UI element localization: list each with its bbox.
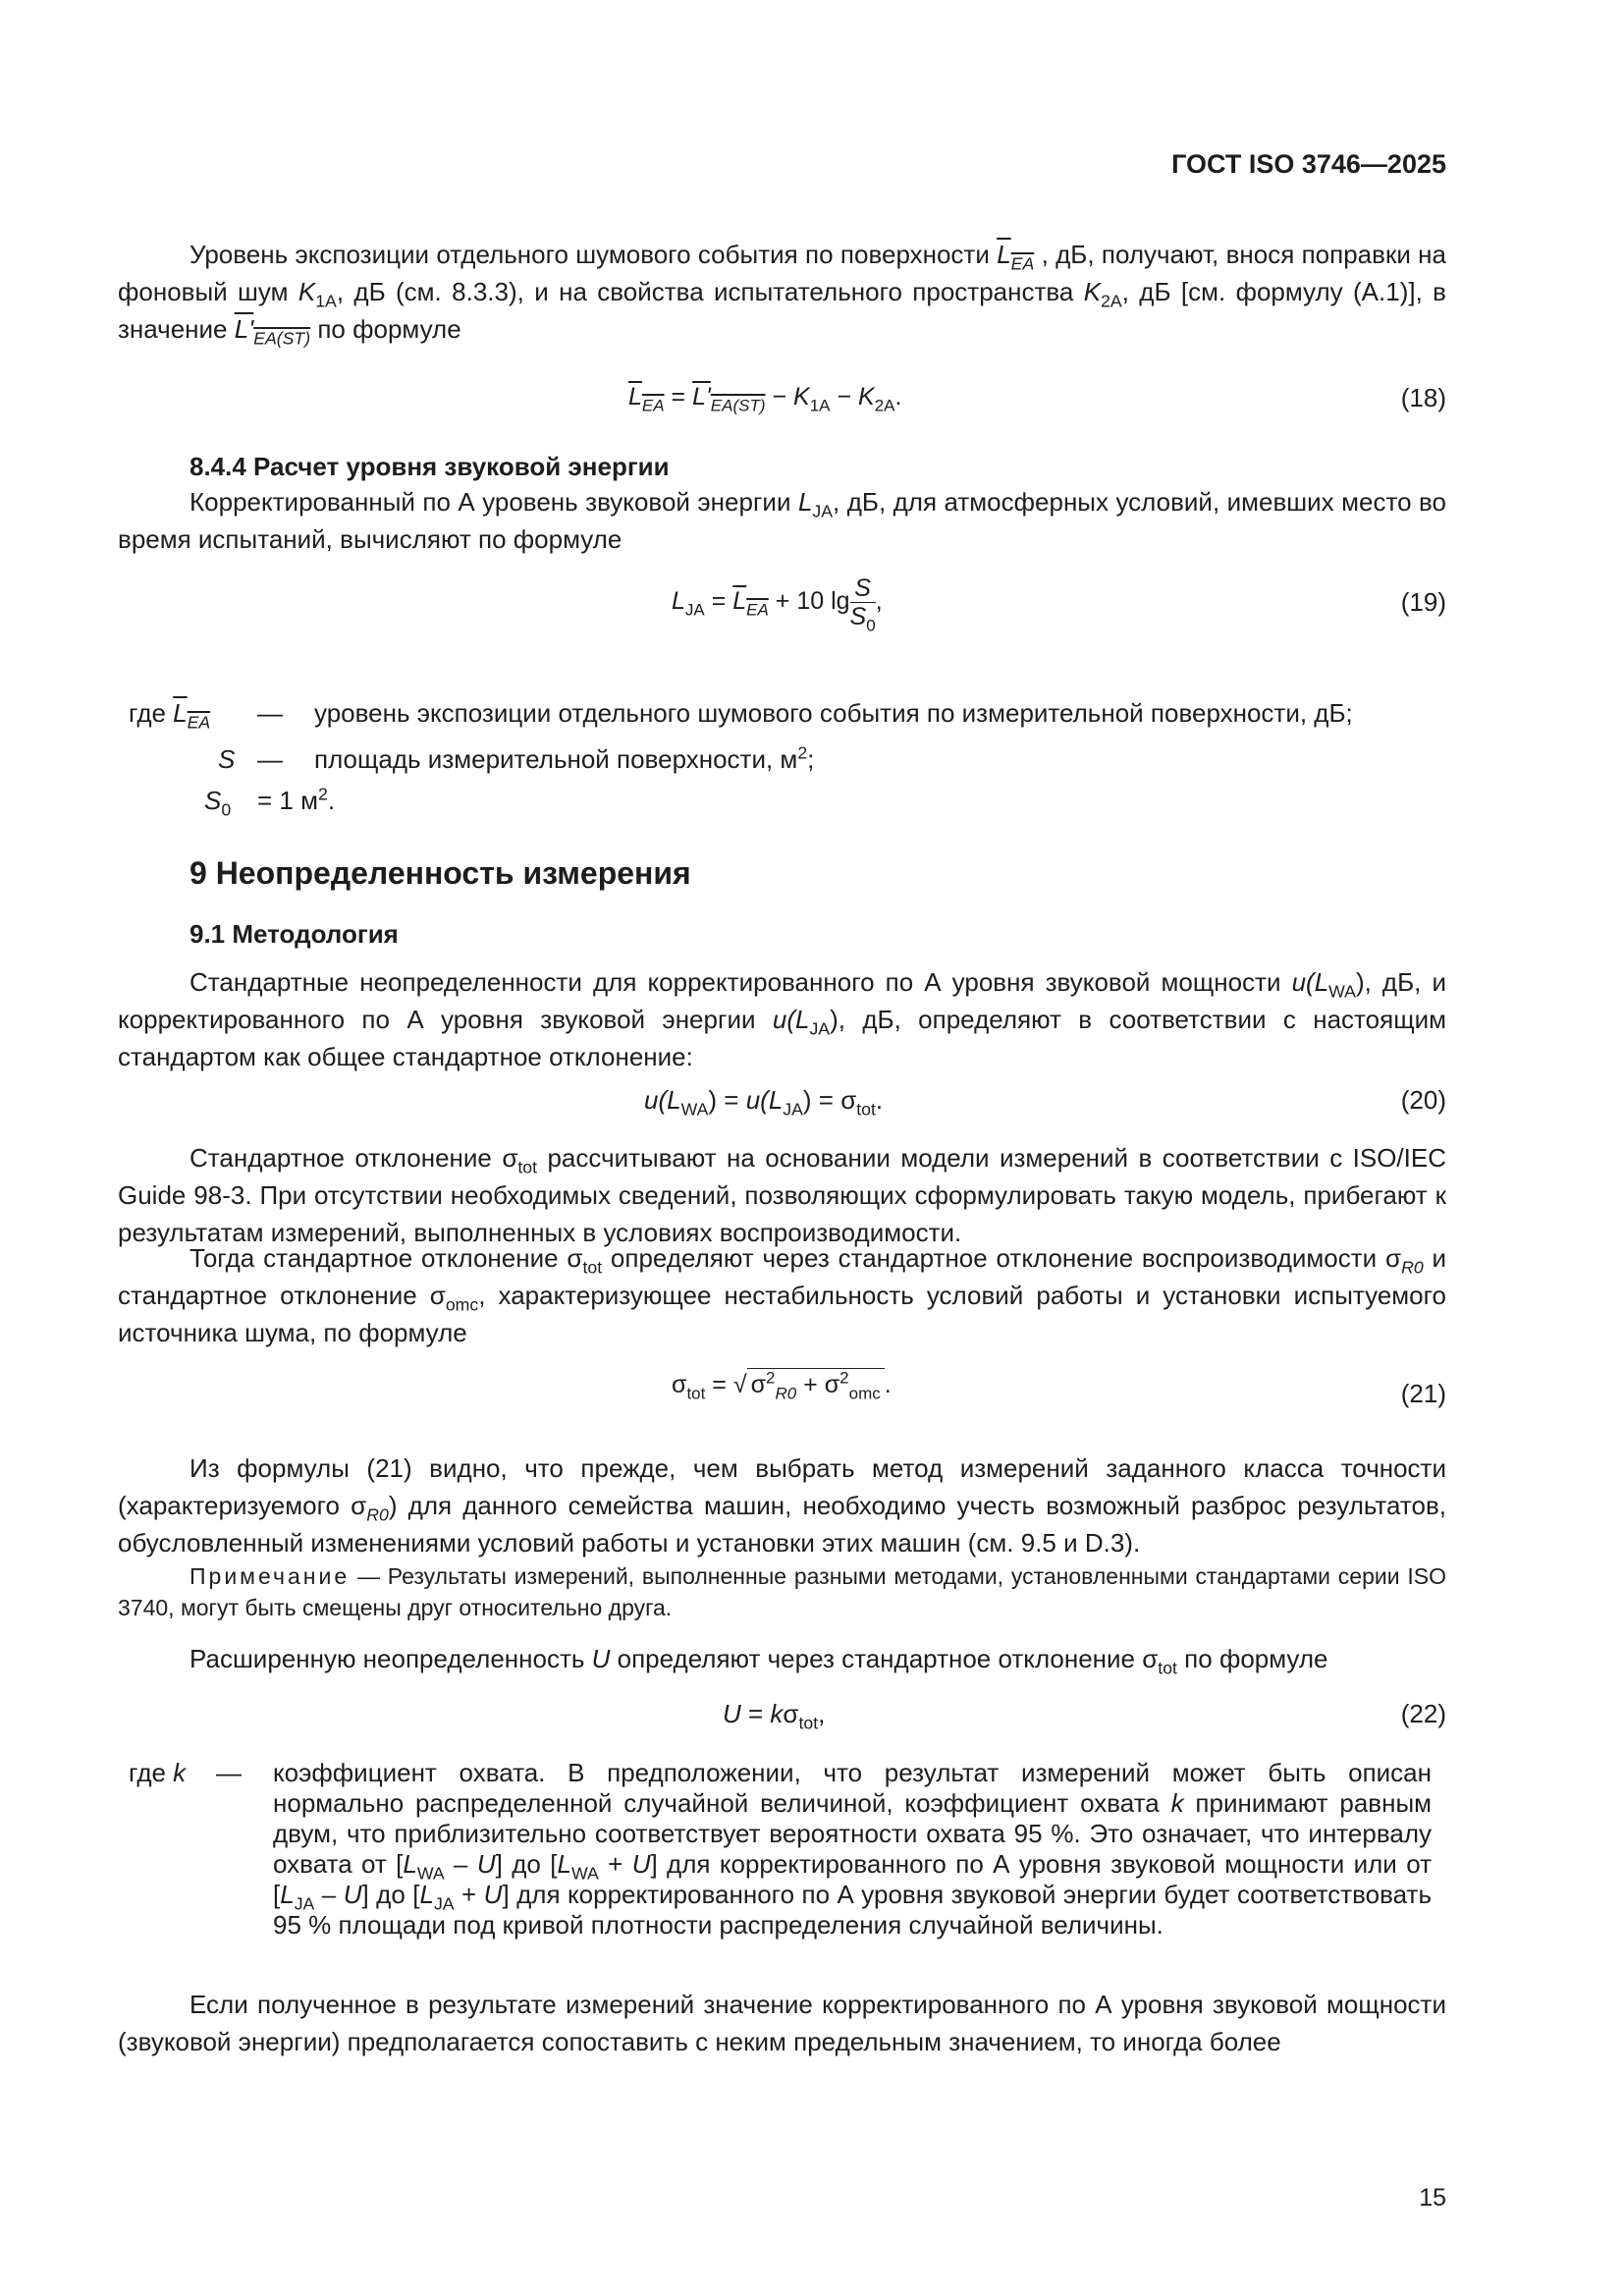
page-number: 15 xyxy=(1419,2184,1446,2212)
formula-22: $U = k\sigma_{tot}$, xyxy=(723,1699,826,1733)
paragraph-standard-deviation: Стандартное отклонение $\sigma_{tot}$ рассчитывают на основании модели измерений в соответствии с ISO/IEC Guide 98-3. При отсутствии необходимых сведений, позволяющих сформулировать такую модель, прибегают к результатам измерений, выполненных в условиях воспроизводимости. xyxy=(118,1143,1446,1247)
formula-21: $\sigma_{tot}$ = √ $\sigma^2_{R0} + \sigma^2_{omc}$ . xyxy=(672,1368,892,1403)
equation-number-21: (21) xyxy=(1400,1379,1446,1408)
paragraph-method-choice: Из формулы (21) видно, что прежде, чем выбрать метод измерений заданного класса точности (характеризуемого $\sigma_{R0}$) для данного семейства машин, необходимо учесть возможный разброс результатов, обусловленный изменениями условий работы и установки этих машин (см. 9.5 и D.3). xyxy=(118,1453,1447,1558)
section-heading-9: 9 Неопределенность измерения xyxy=(189,855,691,891)
square-root-sign: √ xyxy=(732,1371,747,1398)
paragraph-limit-comparison: Если полученное в результате измерений значение корректированного по А уровня звуковой мощности (звуковой энергии) предполагается сопоставить с неким предельным значением, то иногда более xyxy=(118,1990,1446,2056)
section-heading-8-4-4: 8.4.4 Расчет уровня звуковой энергии xyxy=(189,452,670,481)
equation-number-20: (20) xyxy=(1400,1085,1446,1115)
paragraph-reproducibility: Тогда стандартное отклонение $\sigma_{tot}$ определяют через стандартное отклонение воспроизводимости $\sigma_{R0}$ и стандартное отклонение $\sigma_{omc}$, характеризующее нестабильность условий работы и установки испытуемого источника шума, по формуле xyxy=(118,1243,1446,1347)
radicand: $\sigma^2_{R0} + \sigma^2_{omc}$ xyxy=(747,1368,885,1398)
where-definition-reference-area: = 1 $м^2$. xyxy=(257,784,336,815)
formula-20: $u(L_{WA}) = u(L_{JA}) = \sigma_{tot}$. xyxy=(644,1085,884,1120)
where-term-coverage-factor: где k xyxy=(129,1758,187,1787)
paragraph-exposure-level: Уровень экспозиции отдельного шумового события по поверхности $L_{EA}$ , дБ, получают, внося поправки на фоновый шум $K_{1A}$, дБ (см. 8.3.3), и на свойства испытательного пространства $K_{2A}$, дБ [см. формулу (А.1)], в значение $L'_{EA(ST)}$ по формуле xyxy=(118,240,1447,349)
formula-19: $L_{JA} = L_{EA} + 10$ lg $\frac{S}{S_0}$ , xyxy=(672,574,883,635)
where-dash-3: — xyxy=(216,1758,242,1787)
paragraph-sound-energy: Корректированный по А уровень звуковой энергии $L_{JA}$, дБ, для атмосферных условий, имевших место во время испытаний, вычисляют по формуле xyxy=(118,487,1446,554)
where-dash-2: — xyxy=(257,744,283,774)
document-code: ГОСТ ISO 3746—2025 xyxy=(1171,149,1446,179)
note: Примечание — Результаты измерений, выполненные разными методами, установленными стандартами серии ISO 3740, могут быть смещены друг относительно друга. xyxy=(118,1563,1446,1620)
where-dash-1: — xyxy=(257,698,283,728)
equation-number-19: (19) xyxy=(1400,587,1446,617)
where-definition-area: площадь измерительной поверхности, $м^2$; xyxy=(314,742,815,774)
where-term-area: S xyxy=(218,744,236,774)
where-definition-coverage-factor: коэффициент охвата. В предположении, что результат измерений может быть описан нормально распределенной случайной величиной, коэффициент охвата k принимают равным двум, что приблизительно соответствует вероятности охвата 95 %. Это означает, что интервалу охвата от $[L_{WA} - U]$ до $[L_{WA} + U]$ для корректированного по А уровня звуковой мощности или от $[L_{JA} - U]$ до $[L_{JA} + U]$ для корректированного по А уровня звуковой энергии будет соответствовать 95 % площади под кривой плотности распределения случайной величины. xyxy=(273,1758,1433,1940)
where-term-exposure: где $L_{EA}$ xyxy=(129,698,211,733)
formula-18: $L_{EA} = L'_{EA(ST)} - K_{1A} - K_{2A}$. xyxy=(628,383,902,415)
equation-number-22: (22) xyxy=(1400,1699,1446,1728)
where-definition-exposure: уровень экспозиции отдельного шумового события по измерительной поверхности, дБ; xyxy=(314,698,1353,728)
paragraph-expanded-uncertainty: Расширенную неопределенность U определяют через стандартное отклонение $\sigma_{tot}$ по формуле xyxy=(189,1644,1328,1678)
equation-number-18: (18) xyxy=(1400,383,1446,412)
paragraph-standard-uncertainty: Стандартные неопределенности для корректированного по А уровня звуковой мощности $u(L_{WA})$, дБ, и корректированного по А уровня звуковой энергии $u(L_{JA})$, дБ, определяют в соответствии с настоящим стандартом как общее стандартное отклонение: xyxy=(118,967,1446,1071)
where-term-reference-area: $S_0$ xyxy=(204,786,232,820)
section-heading-9-1: 9.1 Методология xyxy=(189,919,399,949)
